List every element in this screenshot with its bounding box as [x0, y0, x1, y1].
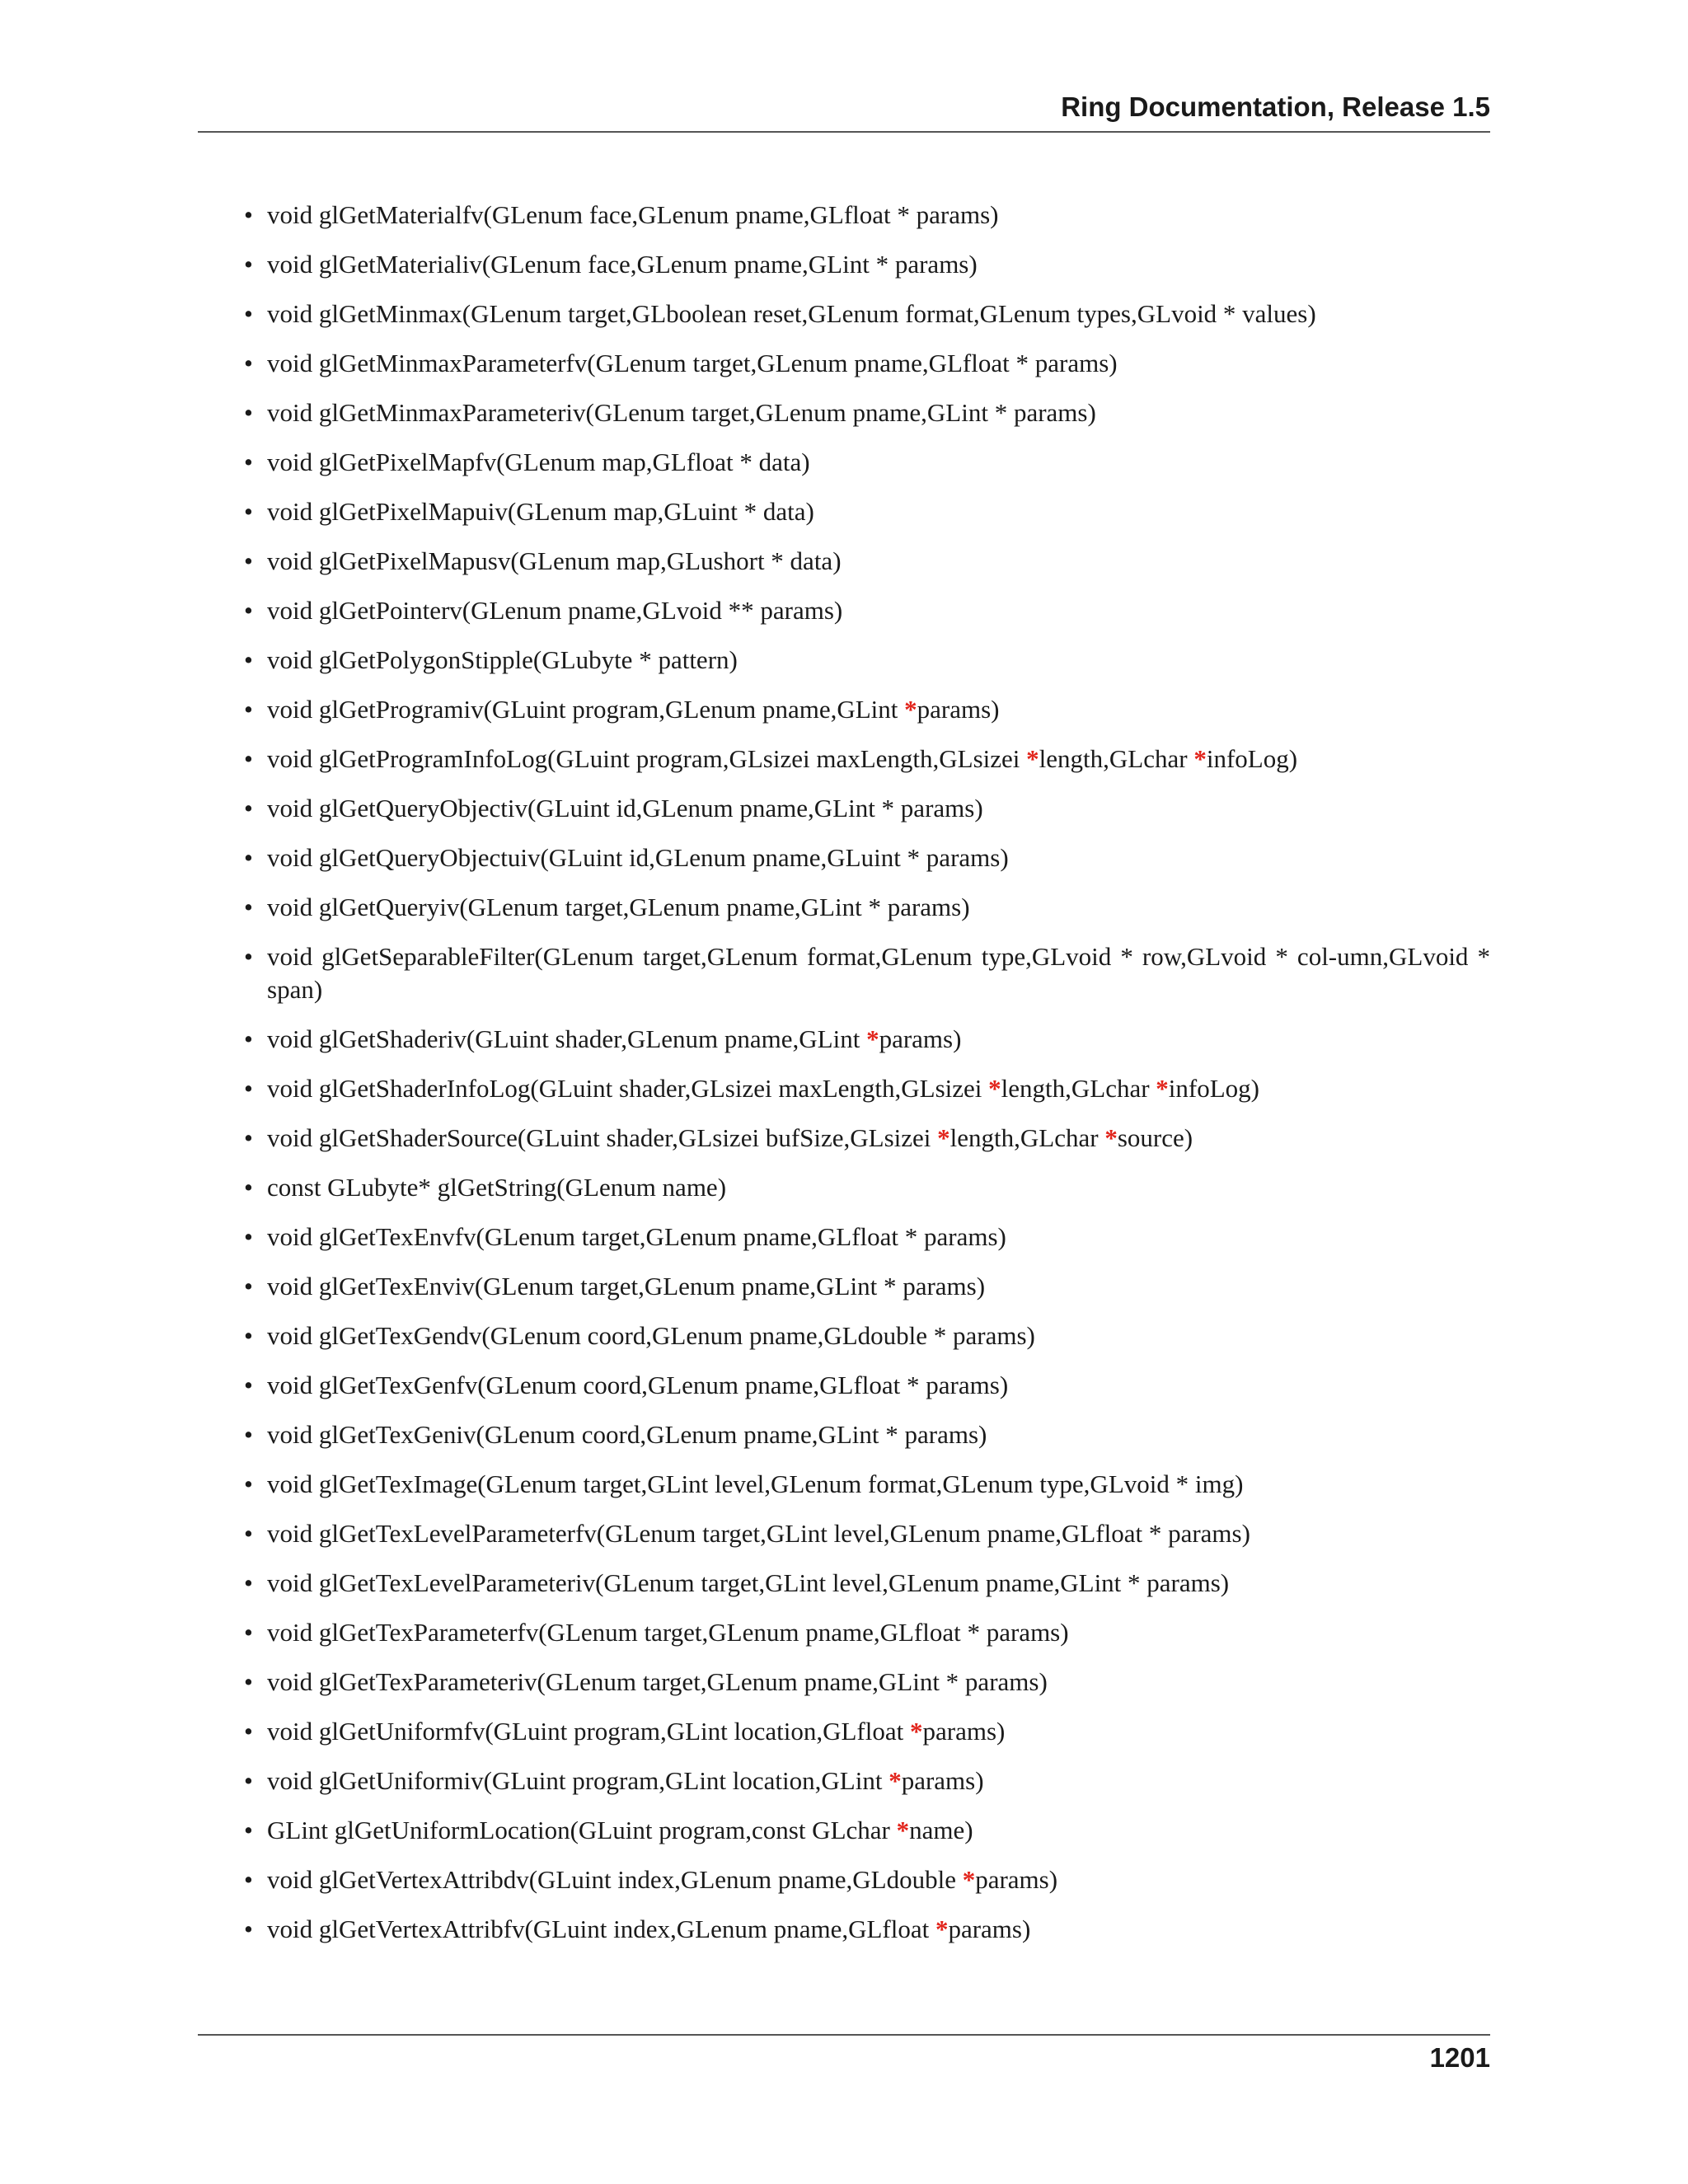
list-item — [244, 891, 1490, 924]
list-item — [244, 1517, 1490, 1550]
signature-text: void glGetPointerv(GLenum pname,GLvoid ** params) — [267, 596, 843, 625]
list-item — [244, 1171, 1490, 1204]
pointer-asterisk: * — [1156, 1074, 1169, 1103]
signature-text: const GLubyte* glGetString(GLenum name) — [267, 1173, 727, 1202]
pointer-asterisk: * — [988, 1074, 1001, 1103]
running-header-title: Ring Documentation, Release 1.5 — [1061, 91, 1490, 122]
signature-text: void glGetQueryObjectiv(GLuint id,GLenum pname,GLint * params) — [267, 794, 983, 823]
bullet-icon: • — [244, 1272, 253, 1301]
bullet-icon: • — [244, 299, 253, 328]
signature-text: void glGetTexEnvfv(GLenum target,GLenum pname,GLfloat * params) — [267, 1222, 1006, 1251]
signature-text: void glGetMinmaxParameterfv(GLenum target,GLenum pname,GLfloat * params) — [267, 349, 1118, 377]
bullet-icon: • — [244, 942, 253, 971]
list-item — [244, 1567, 1490, 1600]
list-item — [244, 1765, 1490, 1797]
list-item — [244, 940, 1490, 1006]
list-item — [244, 1913, 1490, 1946]
signature-text: params) — [975, 1865, 1058, 1894]
signature-text: void glGetPixelMapusv(GLenum map,GLushort * data) — [267, 546, 842, 575]
pointer-asterisk: * — [889, 1766, 902, 1795]
bullet-icon: • — [244, 1915, 253, 1943]
signature-text: void glGetVertexAttribdv(GLuint index,GLenum pname,GLdouble — [267, 1865, 963, 1894]
signature-text: void glGetTexEnviv(GLenum target,GLenum pname,GLint * params) — [267, 1272, 986, 1301]
list-item — [244, 1863, 1490, 1896]
bullet-icon: • — [244, 250, 253, 279]
list-item — [244, 1715, 1490, 1748]
signature-text: void glGetShaderiv(GLuint shader,GLenum pname,GLint — [267, 1024, 867, 1053]
signature-text: void glGetShaderInfoLog(GLuint shader,GLsizei maxLength,GLsizei — [267, 1074, 989, 1103]
bullet-icon: • — [244, 398, 253, 427]
list-item — [244, 545, 1490, 578]
bullet-icon: • — [244, 1618, 253, 1647]
signature-text: void glGetTexLevelParameterfv(GLenum target,GLint level,GLenum pname,GLfloat * params) — [267, 1519, 1250, 1548]
signature-text: params) — [901, 1766, 984, 1795]
signature-text: void glGetQueryiv(GLenum target,GLenum pname,GLint * params) — [267, 893, 970, 921]
signature-text: params) — [922, 1717, 1006, 1746]
signature-text: length,GLchar — [950, 1123, 1105, 1152]
list-item — [244, 693, 1490, 726]
bullet-icon: • — [244, 1123, 253, 1152]
bullet-icon: • — [244, 1222, 253, 1251]
list-item — [244, 396, 1490, 429]
list-item — [244, 495, 1490, 528]
signature-text: GLint glGetUniformLocation(GLuint program,const GLchar — [267, 1816, 897, 1844]
bullet-icon: • — [244, 1568, 253, 1597]
pointer-asterisk: * — [1193, 744, 1207, 773]
signature-text: length,GLchar — [1039, 744, 1194, 773]
signature-text: infoLog) — [1168, 1074, 1259, 1103]
bullet-icon: • — [244, 843, 253, 872]
signature-text: void glGetProgramInfoLog(GLuint program,GLsizei maxLength,GLsizei — [267, 744, 1027, 773]
signature-text: void glGetTexImage(GLenum target,GLint level,GLenum format,GLenum type,GLvoid * img) — [267, 1469, 1244, 1498]
signature-text: infoLog) — [1206, 744, 1298, 773]
list-item — [244, 792, 1490, 825]
pointer-asterisk: * — [904, 695, 917, 724]
bullet-icon: • — [244, 645, 253, 674]
signature-text: void glGetVertexAttribfv(GLuint index,GLenum pname,GLfloat — [267, 1915, 935, 1943]
bullet-icon: • — [244, 1469, 253, 1498]
bullet-icon: • — [244, 893, 253, 921]
signature-text: void glGetTexGeniv(GLenum coord,GLenum pname,GLint * params) — [267, 1420, 987, 1449]
bullet-icon: • — [244, 695, 253, 724]
pointer-asterisk: * — [910, 1717, 923, 1746]
bullet-icon: • — [244, 1024, 253, 1053]
pointer-asterisk: * — [935, 1915, 949, 1943]
signature-text: void glGetTexParameteriv(GLenum target,GLenum pname,GLint * params) — [267, 1667, 1048, 1696]
list-item — [244, 1369, 1490, 1402]
list-item — [244, 1023, 1490, 1056]
pointer-asterisk: * — [896, 1816, 910, 1844]
bullet-icon: • — [244, 1865, 253, 1894]
bullet-icon: • — [244, 794, 253, 823]
list-item — [244, 644, 1490, 677]
bullet-icon: • — [244, 596, 253, 625]
bullet-icon: • — [244, 1717, 253, 1746]
signature-text: void glGetMaterialiv(GLenum face,GLenum pname,GLint * params) — [267, 250, 978, 279]
bullet-icon: • — [244, 1371, 253, 1399]
bullet-icon: • — [244, 1321, 253, 1350]
list-item — [244, 1072, 1490, 1105]
bullet-icon: • — [244, 1519, 253, 1548]
list-item — [244, 1468, 1490, 1501]
signature-text: length,GLchar — [1001, 1074, 1156, 1103]
page-number: 1201 — [1429, 2042, 1490, 2073]
list-item — [244, 1666, 1490, 1699]
list-item — [244, 594, 1490, 627]
list-item — [244, 1270, 1490, 1303]
list-item — [244, 248, 1490, 281]
signature-text: void glGetShaderSource(GLuint shader,GLsizei bufSize,GLsizei — [267, 1123, 938, 1152]
list-item — [244, 1616, 1490, 1649]
signature-text: void glGetMinmax(GLenum target,GLboolean reset,GLenum format,GLenum types,GLvoid * values) — [267, 299, 1316, 328]
signature-text: void glGetMinmaxParameteriv(GLenum target,GLenum pname,GLint * params) — [267, 398, 1096, 427]
signature-text: void glGetMaterialfv(GLenum face,GLenum pname,GLfloat * params) — [267, 200, 999, 229]
pointer-asterisk: * — [962, 1865, 976, 1894]
signature-text: void glGetSeparableFilter(GLenum target,GLenum format,GLenum type,GLvoid * row,GLvoid * col-umn,GLvoid * span) — [267, 942, 1490, 1004]
signature-text: void glGetPolygonStipple(GLubyte * pattern) — [267, 645, 738, 674]
bullet-icon: • — [244, 1667, 253, 1696]
bullet-icon: • — [244, 1420, 253, 1449]
list-item — [244, 347, 1490, 380]
signature-text: void glGetUniformfv(GLuint program,GLint location,GLfloat — [267, 1717, 910, 1746]
signature-text: name) — [909, 1816, 973, 1844]
pointer-asterisk: * — [1026, 744, 1039, 773]
list-item — [244, 298, 1490, 330]
bullet-icon: • — [244, 1816, 253, 1844]
bullet-icon: • — [244, 1766, 253, 1795]
bullet-icon: • — [244, 744, 253, 773]
function-signature-list — [244, 199, 1490, 1962]
signature-text: void glGetTexGenfv(GLenum coord,GLenum pname,GLfloat * params) — [267, 1371, 1009, 1399]
signature-text: void glGetPixelMapfv(GLenum map,GLfloat * data) — [267, 448, 810, 476]
bullet-icon: • — [244, 349, 253, 377]
pointer-asterisk: * — [866, 1024, 879, 1053]
bullet-icon: • — [244, 546, 253, 575]
signature-text: void glGetUniformiv(GLuint program,GLint location,GLint — [267, 1766, 889, 1795]
pointer-asterisk: * — [937, 1123, 950, 1152]
bullet-icon: • — [244, 200, 253, 229]
list-item — [244, 1221, 1490, 1254]
signature-text: params) — [948, 1915, 1031, 1943]
signature-text: void glGetTexLevelParameteriv(GLenum target,GLint level,GLenum pname,GLint * params) — [267, 1568, 1230, 1597]
bullet-icon: • — [244, 497, 253, 526]
bullet-icon: • — [244, 1173, 253, 1202]
signature-text: void glGetTexParameterfv(GLenum target,GLenum pname,GLfloat * params) — [267, 1618, 1069, 1647]
list-item — [244, 199, 1490, 232]
bullet-icon: • — [244, 1074, 253, 1103]
signature-text: void glGetQueryObjectuiv(GLuint id,GLenum pname,GLuint * params) — [267, 843, 1009, 872]
signature-text: void glGetProgramiv(GLuint program,GLenum pname,GLint — [267, 695, 905, 724]
bullet-icon: • — [244, 448, 253, 476]
signature-text: source) — [1117, 1123, 1193, 1152]
list-item — [244, 841, 1490, 874]
signature-text: params) — [917, 695, 1000, 724]
list-item — [244, 1122, 1490, 1155]
list-item — [244, 1418, 1490, 1451]
list-item — [244, 1319, 1490, 1352]
list-item — [244, 1814, 1490, 1847]
pointer-asterisk: * — [1104, 1123, 1118, 1152]
list-item — [244, 446, 1490, 479]
signature-text: void glGetPixelMapuiv(GLenum map,GLuint * data) — [267, 497, 814, 526]
signature-text: void glGetTexGendv(GLenum coord,GLenum pname,GLdouble * params) — [267, 1321, 1035, 1350]
footer-rule — [198, 2034, 1490, 2036]
signature-text: params) — [879, 1024, 962, 1053]
header-rule — [198, 131, 1490, 133]
list-item — [244, 743, 1490, 776]
